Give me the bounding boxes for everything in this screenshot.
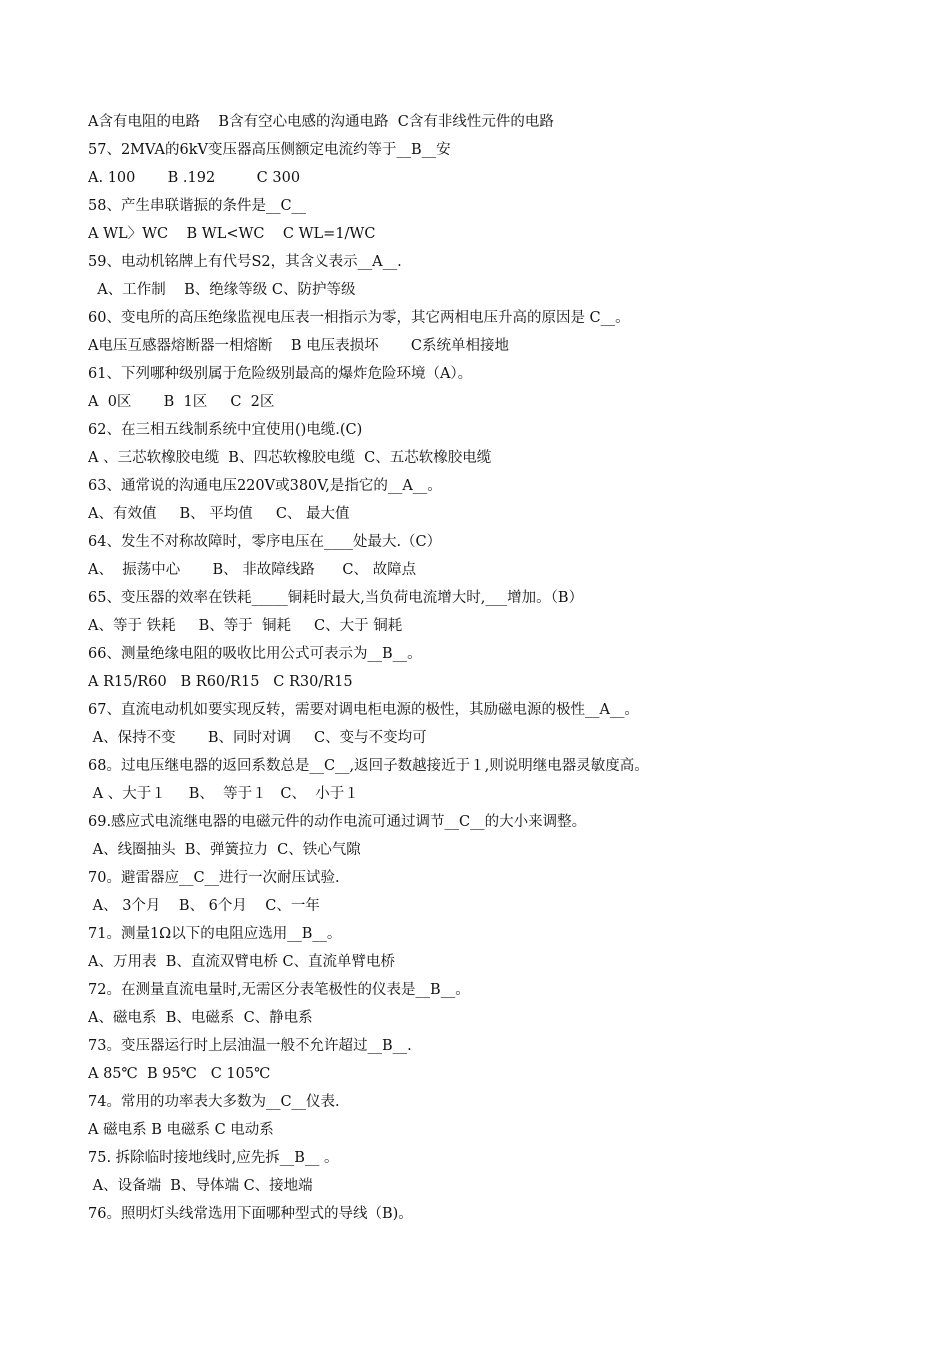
text-line: 69.感应式电流继电器的电磁元件的动作电流可通过调节__C__的大小来调整。 [88, 814, 587, 830]
text-line: A、万用表 B、直流双臂电桥 C、直流单臂电桥 [88, 954, 396, 970]
text-line: A、有效值 B、 平均值 C、 最大值 [88, 506, 350, 522]
text-line: A R15/R60 B R60/R15 C R30/R15 [88, 674, 353, 690]
text-line: A 、大于１ B、 等于１ C、 小于１ [88, 786, 359, 802]
text-line: 59、电动机铭牌上有代号S2，其含义表示__A__. [88, 254, 402, 270]
text-line: 70。避雷器应__C__进行一次耐压试验. [88, 870, 340, 886]
text-line: 72。在测量直流电量时,无需区分表笔极性的仪表是__B__。 [88, 982, 470, 998]
text-line: 71。测量1Ω以下的电阻应选用__B__。 [88, 926, 342, 942]
text-line: 65、变压器的效率在铁耗_____铜耗时最大,当负荷电流增大时,___增加。（B） [88, 590, 584, 606]
text-line: A、 3个月 B、 6个月 C、一年 [88, 898, 320, 914]
text-line: A电压互感器熔断器一相熔断 B 电压表损坏 C系统单相接地 [88, 338, 510, 354]
text-line: A 、三芯软橡胶电缆 B、四芯软橡胶电缆 C、五芯软橡胶电缆 [88, 450, 492, 466]
text-line: 61、下列哪种级别属于危险级别最高的爆炸危险环境（A）。 [88, 366, 473, 382]
text-line: 76。照明灯头线常选用下面哪种型式的导线（B)。 [88, 1206, 413, 1222]
text-line: A、磁电系 B、电磁系 C、静电系 [88, 1010, 313, 1026]
text-line: A、等于 铁耗 B、等于 铜耗 C、大于 铜耗 [88, 618, 403, 634]
text-line: 74。常用的功率表大多数为__C__仪表. [88, 1094, 340, 1110]
text-line: 68。过电压继电器的返回系数总是__C__,返回子数越接近于１,则说明继电器灵敏度高。 [88, 758, 649, 774]
text-line: A 磁电系 B 电磁系 C 电动系 [88, 1122, 274, 1138]
text-line: 64、发生不对称故障时，零序电压在____处最大.（C） [88, 534, 442, 550]
document-body [88, 108, 888, 1228]
text-line: 66、测量绝缘电阻的吸收比用公式可表示为__B__。 [88, 646, 422, 662]
text-line: 67、直流电动机如要实现反转，需要对调电柜电源的极性，其励磁电源的极性__A__。 [88, 702, 639, 718]
text-line: A、设备端 B、导体端 C、接地端 [88, 1178, 313, 1194]
text-line: A 0区 B 1区 C 2区 [88, 394, 275, 410]
text-line: A 85℃ B 95℃ C 105℃ [88, 1066, 271, 1082]
text-line: A WL〉WC B WL<WC C WL=1/WC [88, 226, 376, 242]
text-line: 60、变电所的高压绝缘监视电压表一相指示为零，其它两相电压升高的原因是 C__。 [88, 310, 630, 326]
text-line: A、保持不变 B、同时对调 C、变与不变均可 [88, 730, 427, 746]
text-line: 75. 拆除临时接地线时,应先拆__B__ 。 [88, 1150, 339, 1166]
text-line: A、线圈抽头 B、弹簧拉力 C、铁心气隙 [88, 842, 361, 858]
text-line: A、 振荡中心 B、 非故障线路 C、 故障点 [88, 562, 417, 578]
text-line: A含有电阻的电路 B含有空心电感的沟通电路 C含有非线性元件的电路 [88, 114, 554, 130]
text-line: 63、通常说的沟通电压220V或380V,是指它的__A__。 [88, 478, 442, 494]
text-line: A. 100 B .192 C 300 [88, 170, 301, 186]
text-line: 57、2MVA的6kV变压器高压侧额定电流约等于__B__安 [88, 142, 451, 158]
text-line: 58、产生串联谐振的条件是__C__ [88, 198, 307, 214]
text-line: 73。变压器运行时上层油温一般不允许超过__B__. [88, 1038, 412, 1054]
text-line: 62、在三相五线制系统中宜使用()电缆.(C) [88, 422, 363, 438]
text-line: A、工作制 B、绝缘等级 C、防护等级 [88, 282, 356, 298]
